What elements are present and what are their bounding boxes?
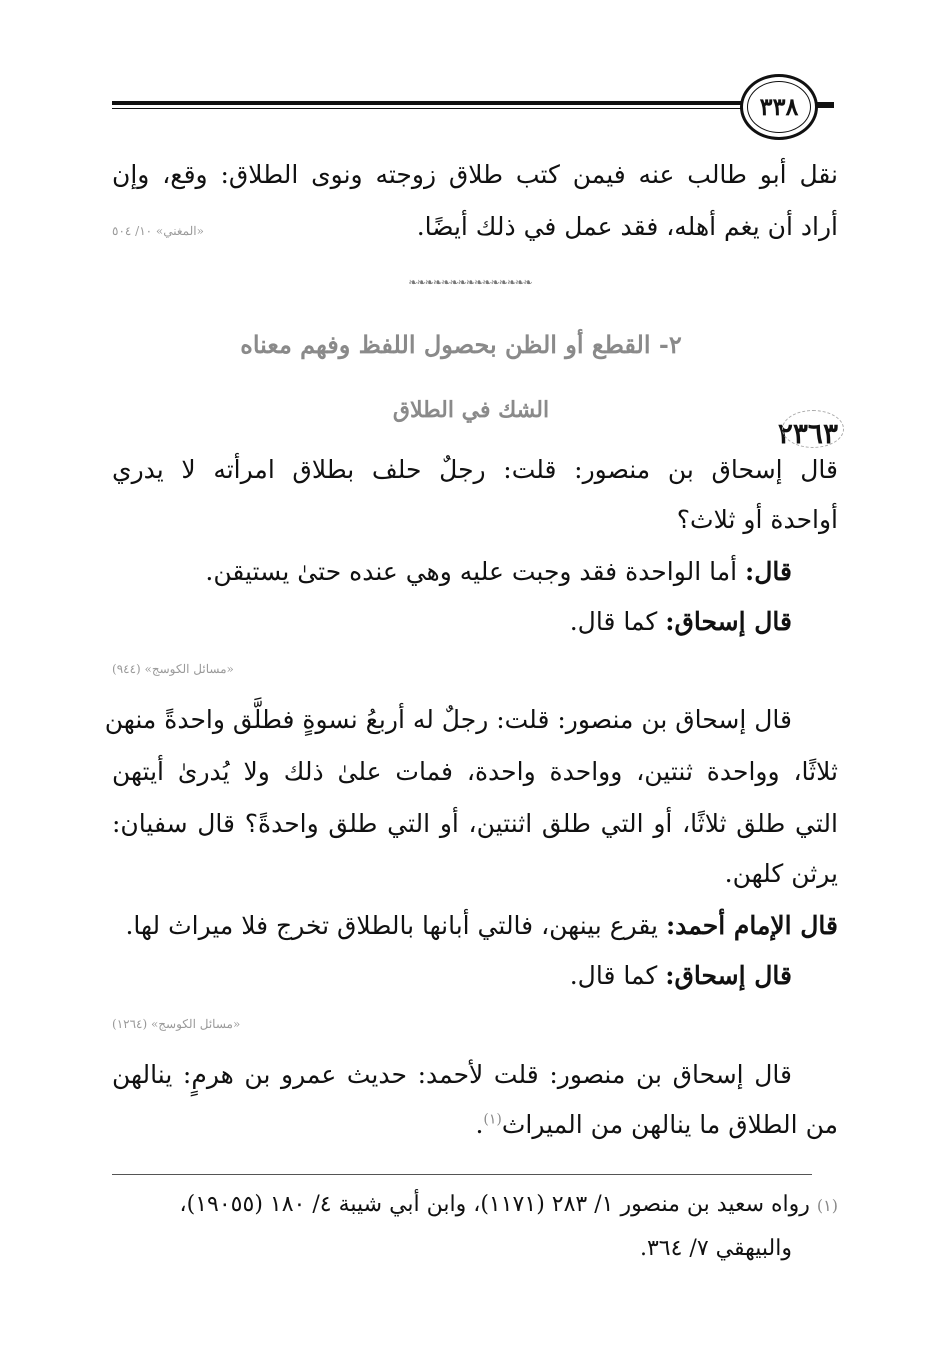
paragraph-line: قال إسحاق بن منصور: قلت: رجلٌ له أربعُ نسوةٍ فطلَّق واحدةً منهن [104, 705, 792, 734]
paragraph-line: أراد أن يغم أهله، فقد عمل في ذلك أيضًا. [416, 212, 838, 241]
speaker-label: قال: [745, 557, 792, 586]
answer-text: يقرع بينهن، فالتي أبانها بالطلاق تخرج فلا ميراث لها. [125, 911, 666, 940]
answer-line [112, 911, 838, 941]
paragraph-line: نقل أبو طالب عنه فيمن كتب طلاق زوجته ونوى الطلاق: وقع، وإن [112, 160, 838, 189]
source-reference: «مسائل الكوسج» (٩٤٤) [112, 662, 234, 676]
footnote-line: والبيهقي ٧/ ٣٦٤. [639, 1236, 792, 1261]
answer-text: كما قال. [569, 961, 666, 990]
issue-number-ornament [782, 410, 844, 448]
page-number: ٣٣٨ [759, 92, 799, 121]
page-number-medallion [740, 74, 818, 140]
footnote-marker: (١) [816, 1196, 838, 1215]
paragraph-line: قال إسحاق بن منصور: قلت: رجلٌ حلف بطلاق امرأته لا يدري [112, 455, 838, 484]
chapter-heading: ٢- القطع أو الظن بحصول اللفظ وفهم معناه [240, 330, 682, 359]
footnote-separator [112, 1174, 812, 1175]
answer-line [112, 961, 792, 991]
footnote-text: رواه سعيد بن منصور ١/ ٢٨٣ (١١٧١)، وابن أبي شيبة ٤/ ١٨٠ (١٩٠٥٥)، [179, 1192, 810, 1217]
answer-text: كما قال. [569, 607, 666, 636]
footnote-reference[interactable]: (١) [483, 1111, 502, 1128]
speaker-label: قال إسحاق: [665, 607, 792, 636]
source-reference: «مسائل الكوسج» (١٢٦٤) [112, 1017, 241, 1031]
issue-number: ٢٣٦٣ [778, 420, 838, 448]
section-divider-ornament: ❧❧❧❧❧❧❧❧❧❧❧❧❧❧❧ [408, 276, 532, 289]
speaker-label: قال إسحاق: [665, 961, 792, 990]
answer-line [112, 607, 792, 637]
paragraph-line: من الطلاق ما ينالهن من الميراث$^{(١)}$. [475, 1110, 838, 1139]
paragraph-line: ثلاثًا، وواحدة ثنتين، وواحدة واحدة، فمات علىٰ ذلك ولا يُدرىٰ أيتهن [112, 757, 838, 786]
issue-title: الشك في الطلاق [392, 397, 550, 423]
paragraph-line: قال إسحاق بن منصور: قلت لأحمد: حديث عمرو بن هرمٍ: ينالهن [112, 1060, 792, 1089]
paragraph-line: التي طلق ثلاثًا، أو التي طلق اثنتين، أو التي طلق واحدةً؟ قال سفيان: [112, 809, 838, 838]
answer-text: أما الواحدة فقد وجبت عليه وهي عنده حتىٰ يستيقن. [205, 557, 746, 586]
speaker-label: قال الإمام أحمد: [665, 911, 838, 940]
answer-line [112, 557, 792, 587]
source-reference: «المغني» ١٠/ ٥٠٤ [112, 224, 204, 238]
header-rule [112, 98, 752, 114]
paragraph-line: أواحدة أو ثلاث؟ [676, 505, 838, 534]
paragraph-line: يرثن كلهن. [724, 859, 838, 888]
footnote-line [112, 1192, 838, 1218]
